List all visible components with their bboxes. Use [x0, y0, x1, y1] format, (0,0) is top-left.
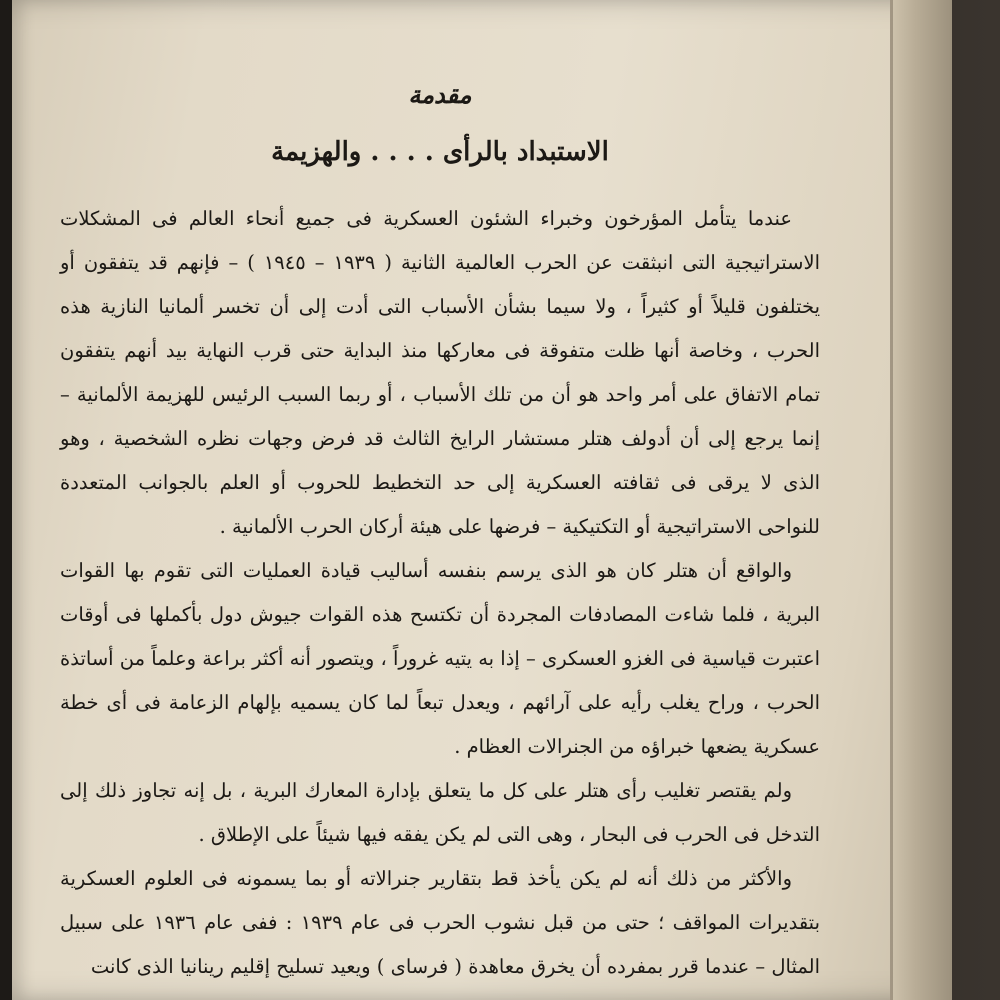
paragraph-4: والأكثر من ذلك أنه لم يكن يأخذ قط بتقارير جنرالاته أو بما يسمونه فى العلوم العسكرية بتقديرات المواقف ؛ حتى من قبل نشوب الحرب فى عام ١٩٣٩ : ففى عام ١٩٣٦ على سبيل المثال – عندما قرر بمفرده أن يخرق معاهدة ( فرساى ) ويعيد تسليح إقليم رينانيا الذى كانت: [60, 867, 820, 978]
paragraph-2: والواقع أن هتلر كان هو الذى يرسم بنفسه أساليب قيادة العمليات التى تقوم بها القوات البرية ، فلما شاءت المصادفات المجردة أن تكتسح هذه القوات جيوش دول بأكملها فى أوقات اعتبرت قياسية فى الغزو العسكرى – إذا به يتيه غروراً ، ويتصور أنه أكثر براعة وعلماً من أساتذة الحرب ، وراح يغلب رأيه على آرائهم ، ويعدل تبعاً لما كان يسميه بإلهام الزعامة فى أى خطة عسكرية يضعها خبراؤه من الجنرالات العظام .: [60, 559, 820, 758]
page-edge-shadow: [890, 0, 952, 1000]
chapter-subtitle: الاستبداد بالرأى . . . . والهزيمة: [271, 137, 609, 167]
paragraph-3: ولم يقتصر تغليب رأى هتلر على كل ما يتعلق بإدارة المعارك البرية ، بل إنه تجاوز ذلك إلى التدخل فى الحرب فى البحار ، وهى التى لم يكن يفقه فيها شيئاً على الإطلاق .: [60, 779, 820, 846]
chapter-heading: مقدمة: [408, 80, 472, 109]
paragraph-1: عندما يتأمل المؤرخون وخبراء الشئون العسكرية فى جميع أنحاء العالم فى المشكلات الاستراتيجية التى انبثقت عن الحرب العالمية الثانية ( ١٩٣٩ – ١٩٤٥ ) – فإنهم قد يتفقون أو يختلفون قليلاً أو كثيراً ، ولا سيما بشأن الأسباب التى أدت إلى أن تخسر ألمانيا النازية هذه الحرب ، وخاصة أنها ظلت متفوقة فى معاركها منذ البداية حتى قرب النهاية بيد أنهم يتفقون تمام الاتفاق على أمر واحد هو أن من تلك الأسباب ، أو ربما السبب الرئيس للهزيمة الألمانية – إنما يرجع إلى أن أدولف هتلر مستشار الرايخ الثالث قد فرض وجهات نظره الشخصية ، وهو الذى لا يرقى فى ثقافته العسكرية إلى حد التخطيط للحروب أو العلم بالجوانب المتعددة للنواحى الاستراتيجية أو التكتيكية – فرضها على هيئة أركان الحرب الألمانية .: [60, 207, 820, 538]
page-content: [60, 80, 820, 989]
